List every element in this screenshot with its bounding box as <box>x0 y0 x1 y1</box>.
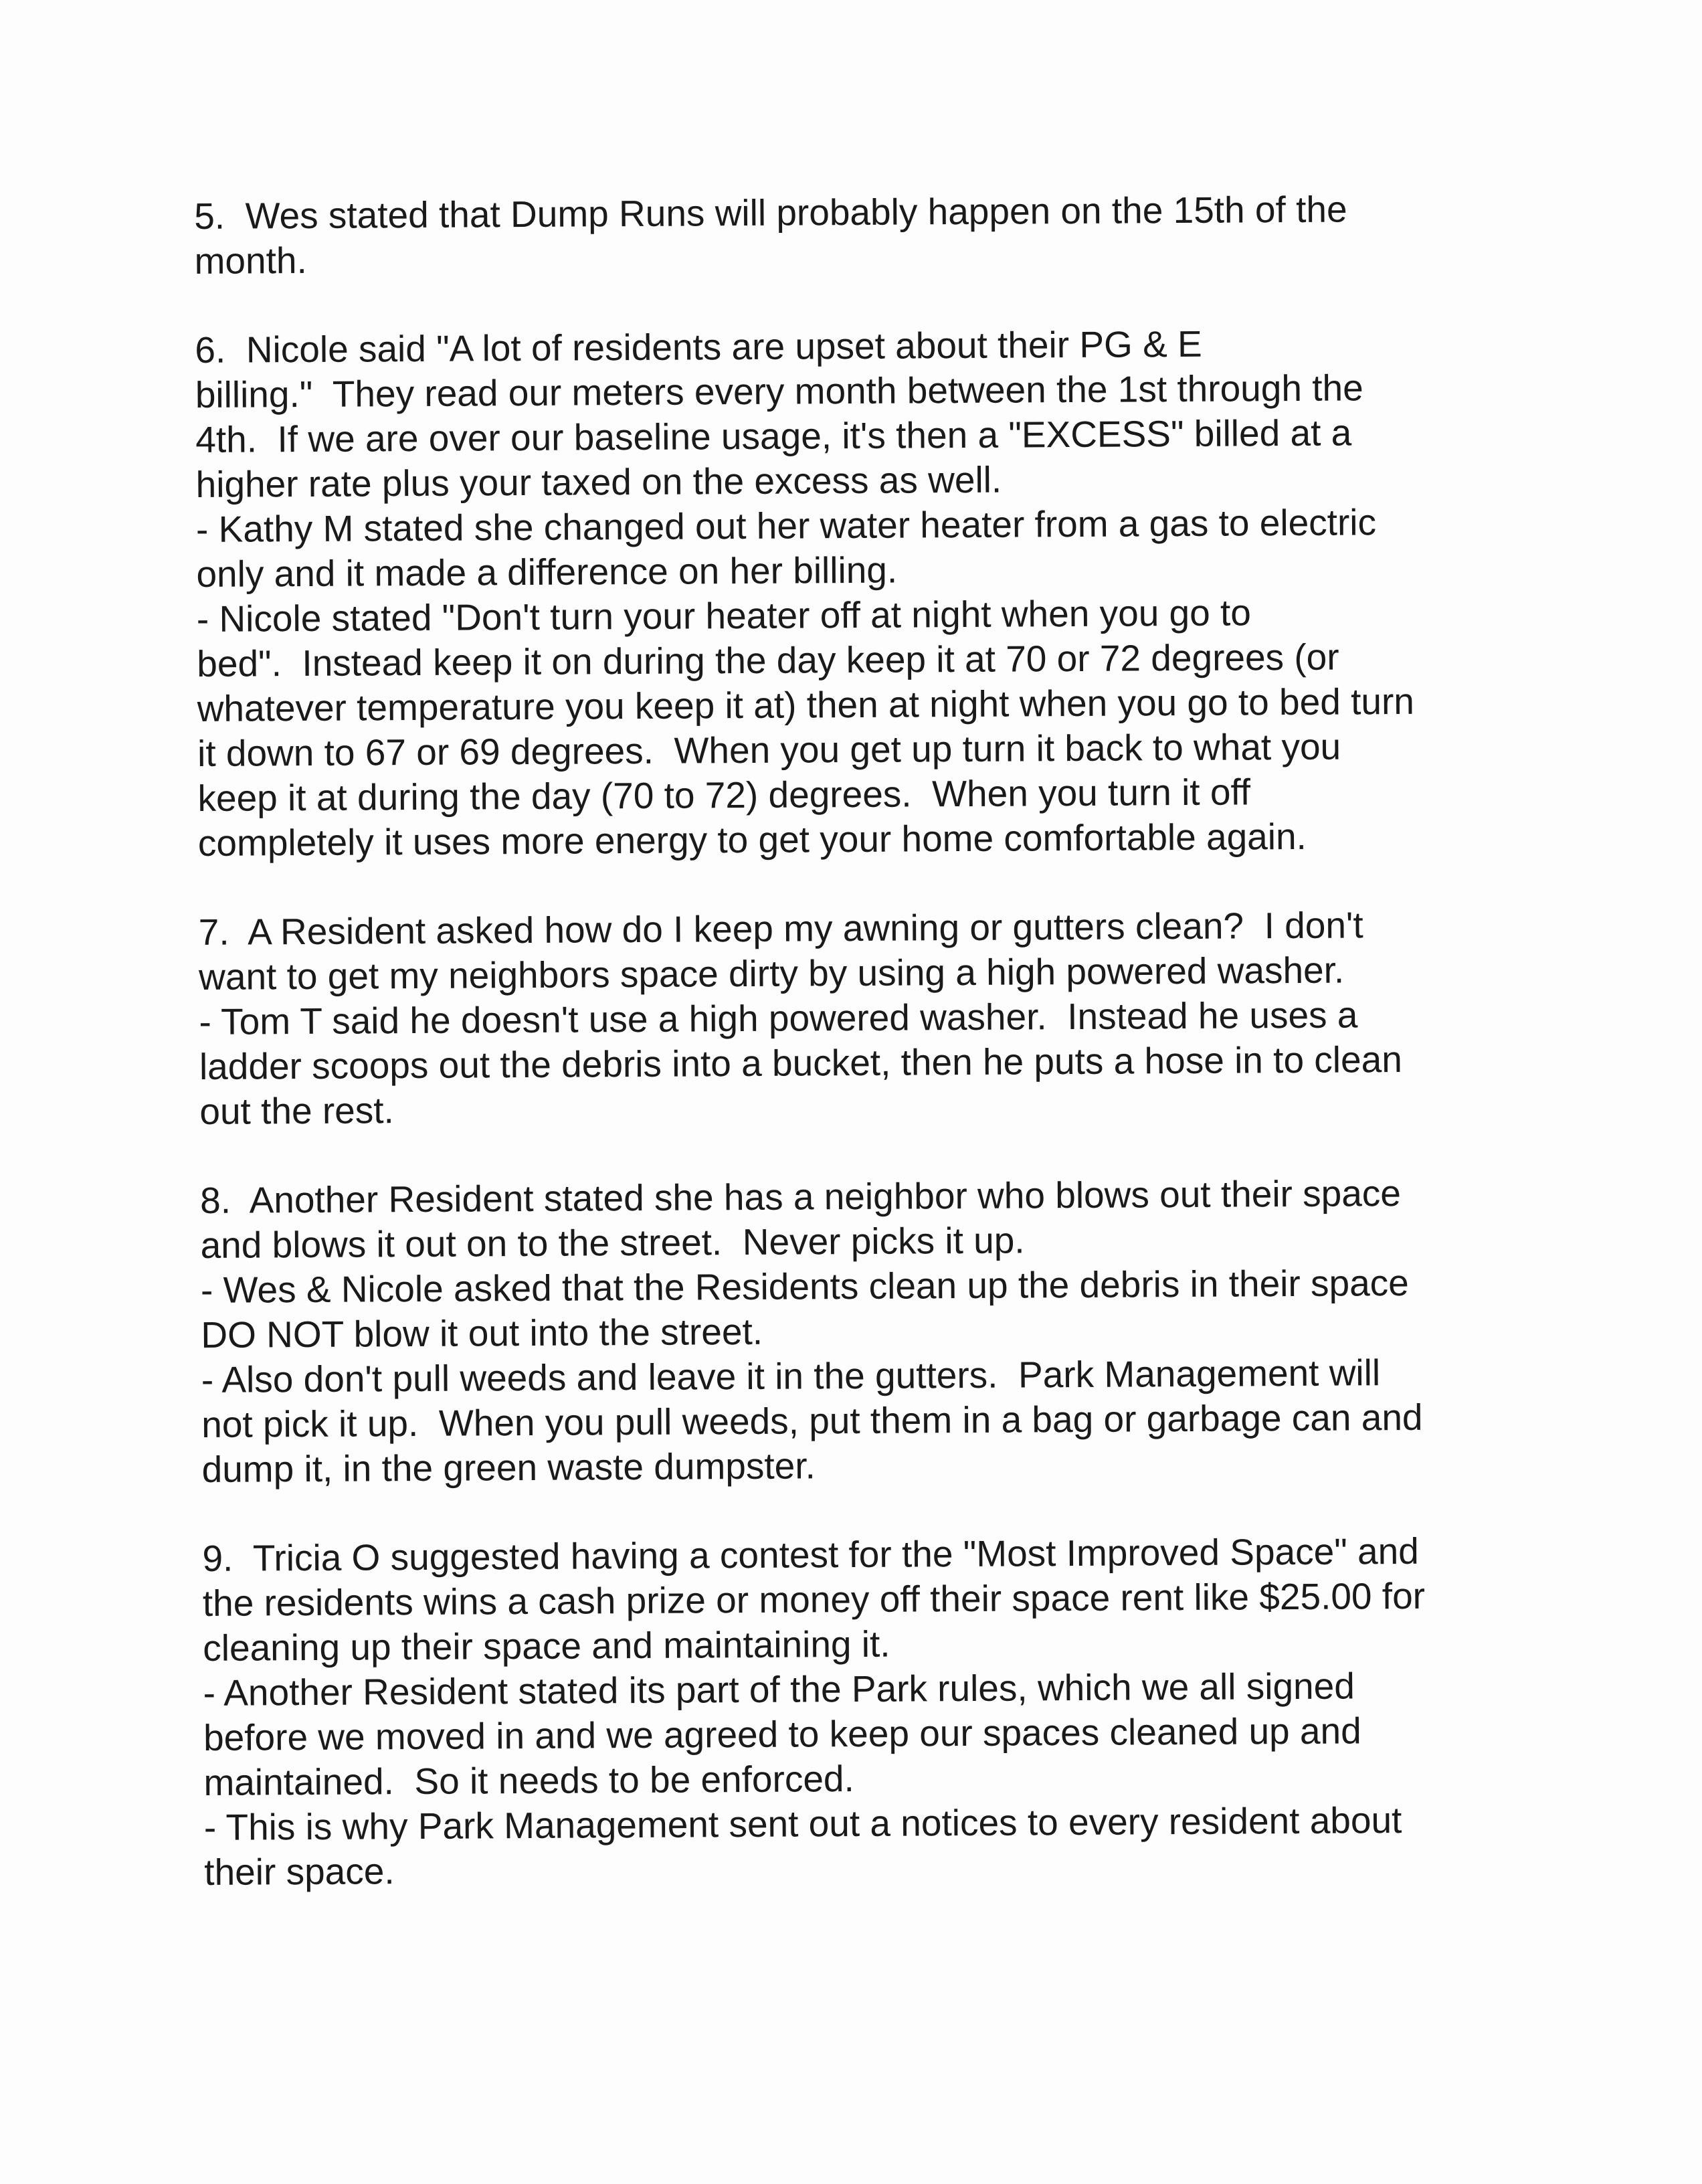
text-line: it down to 67 or 69 degrees. When you get up turn it back to what you <box>197 725 1341 774</box>
text-line: out the rest. <box>199 1089 395 1132</box>
text-line: DO NOT blow it out into the street. <box>201 1310 763 1356</box>
text-line: whatever temperature you keep it at) then at night when you go to bed turn <box>197 680 1415 729</box>
text-line: ladder scoops out the debris into a bucket, then he puts a hose in to clean <box>199 1038 1402 1087</box>
text-line: - Wes & Nicole asked that the Residents clean up the debris in their space <box>200 1261 1409 1311</box>
text-line: month. <box>194 239 307 282</box>
text-line: keep it at during the day (70 to 72) degrees. When you turn it off <box>197 771 1251 819</box>
text-line: - This is why Park Management sent out a notices to every resident about <box>203 1799 1402 1848</box>
text-line: - Another Resident stated its part of the Park rules, which we all signed <box>203 1665 1355 1714</box>
meeting-notes-body <box>194 186 1529 1939</box>
text-line: before we moved in and we agreed to keep our spaces cleaned up and <box>203 1710 1361 1758</box>
text-line: cleaning up their space and maintaining it. <box>203 1623 890 1669</box>
text-line: maintained. So it needs to be enforced. <box>203 1758 854 1803</box>
item-5 <box>194 186 1519 284</box>
text-line: only and it made a difference on her billing. <box>196 549 898 595</box>
text-line: billing." They read our meters every month between the 1st through the <box>195 367 1363 416</box>
text-line: their space. <box>204 1850 395 1893</box>
text-line: 6. Nicole said "A lot of residents are upset about their PG & E <box>195 323 1202 371</box>
item-9 <box>202 1528 1529 1895</box>
item-8 <box>200 1170 1527 1492</box>
text-line: 4th. If we are over our baseline usage, it's then a "EXCESS" billed at a <box>195 412 1352 460</box>
text-line: bed". Instead keep it on during the day keep it at 70 or 72 degrees (or <box>197 636 1339 685</box>
text-line: 8. Another Resident stated she has a neighbor who blows out their space <box>199 1172 1402 1221</box>
text-line: - Nicole stated "Don't turn your heater off at night when you go to <box>196 592 1252 640</box>
text-line: - Kathy M stated she changed out her water heater from a gas to electric <box>195 501 1377 550</box>
text-line: 9. Tricia O suggested having a contest for the "Most Improved Space" and <box>202 1530 1419 1579</box>
text-line: higher rate plus your taxed on the excess as well. <box>195 458 1002 505</box>
text-line: not pick it up. When you pull weeds, put them in a bag or garbage can and <box>201 1396 1423 1445</box>
text-line: - Tom T said he doesn't use a high powered washer. Instead he uses a <box>199 994 1358 1042</box>
item-6 <box>195 320 1523 866</box>
text-line: 5. Wes stated that Dump Runs will probably happen on the 15th of the <box>194 188 1347 237</box>
text-line: the residents wins a cash prize or money off their space rent like $25.00 for <box>202 1574 1426 1624</box>
text-line: 7. A Resident asked how do I keep my awning or gutters clean? I don't <box>198 904 1363 953</box>
text-line: dump it, in the green waste dumpster. <box>201 1445 816 1490</box>
text-line: completely it uses more energy to get your home comfortable again. <box>197 815 1307 864</box>
text-line: - Also don't pull weeds and leave it in the gutters. Park Management will <box>201 1352 1381 1400</box>
text-line: and blows it out on to the street. Never picks it up. <box>200 1219 1025 1266</box>
text-line: want to get my neighbors space dirty by using a high powered washer. <box>198 949 1345 998</box>
item-7 <box>199 902 1525 1134</box>
